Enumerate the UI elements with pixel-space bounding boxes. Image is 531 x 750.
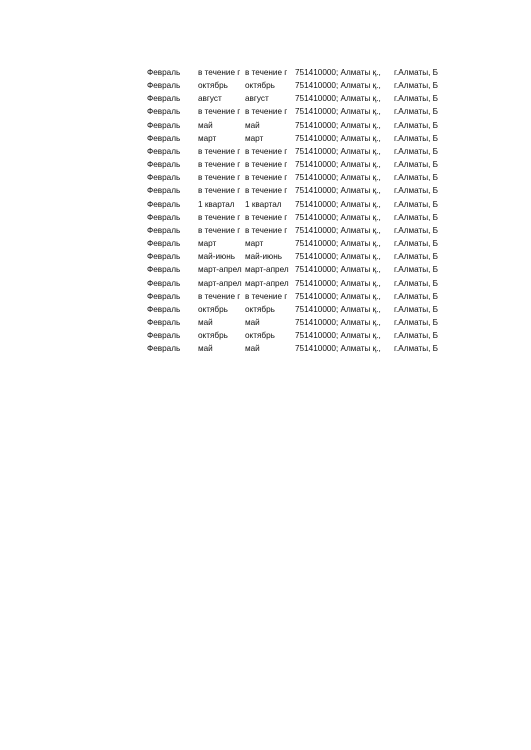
address-cell: г.Алматы, Б [394, 239, 439, 249]
table-row [147, 119, 440, 132]
address-cell: г.Алматы, Б [394, 81, 439, 91]
location-code-cell: 751410000; Алматы қ., [295, 265, 381, 275]
month-cell: Февраль [147, 120, 181, 130]
table-row [147, 342, 440, 355]
period-repeat-cell: октябрь [245, 331, 275, 341]
period-cell: в течение г [198, 225, 241, 235]
month-cell: Февраль [147, 133, 181, 143]
month-cell: Февраль [147, 107, 181, 117]
period-repeat-cell: в течение г [245, 68, 288, 77]
table-row [147, 237, 440, 250]
period-repeat-cell: в течение г [245, 160, 288, 170]
location-code-cell: 751410000; Алматы қ., [295, 133, 381, 143]
table-row [147, 263, 440, 276]
period-cell: май [198, 317, 213, 327]
month-cell: Февраль [147, 239, 181, 249]
period-repeat-cell: май [245, 317, 260, 327]
period-repeat-cell: в течение г [245, 173, 288, 183]
address-cell: г.Алматы, Б [394, 173, 439, 183]
table-row [147, 145, 440, 158]
table-row [147, 250, 440, 263]
period-cell: в течение г [198, 146, 241, 156]
period-cell: в течение г [198, 186, 241, 196]
period-cell: в течение г [198, 160, 241, 170]
month-cell: Февраль [147, 212, 181, 222]
period-cell: август [198, 94, 222, 104]
period-cell: в течение г [198, 212, 241, 222]
month-cell: Февраль [147, 278, 181, 288]
location-code-cell: 751410000; Алматы қ., [295, 252, 381, 262]
period-cell: 1 квартал [198, 199, 235, 209]
address-cell: г.Алматы, Б [394, 344, 439, 354]
location-code-cell: 751410000; Алматы қ., [295, 160, 381, 170]
table-row [147, 198, 440, 211]
period-repeat-cell: март-апрел [245, 265, 289, 275]
table-row [147, 66, 440, 79]
address-cell: г.Алматы, Б [394, 278, 439, 288]
month-cell: Февраль [147, 186, 181, 196]
month-cell: Февраль [147, 160, 181, 170]
period-cell: март-апрел [198, 278, 242, 288]
month-cell: Февраль [147, 252, 181, 262]
period-repeat-cell: в течение г [245, 107, 288, 117]
table-row [147, 105, 440, 118]
address-cell: г.Алматы, Б [394, 120, 439, 130]
period-cell: октябрь [198, 304, 228, 314]
period-cell: в течение г [198, 68, 241, 77]
location-code-cell: 751410000; Алматы қ., [295, 173, 381, 183]
month-cell: Февраль [147, 317, 181, 327]
period-repeat-cell: октябрь [245, 81, 275, 91]
period-repeat-cell: в течение г [245, 291, 288, 301]
month-cell: Февраль [147, 291, 181, 301]
location-code-cell: 751410000; Алматы қ., [295, 68, 381, 77]
period-repeat-cell: март-апрел [245, 278, 289, 288]
period-cell: март [198, 133, 217, 143]
address-cell: г.Алматы, Б [394, 146, 439, 156]
period-cell: май-июнь [198, 252, 235, 262]
location-code-cell: 751410000; Алматы қ., [295, 120, 381, 130]
table-row [147, 224, 440, 237]
location-code-cell: 751410000; Алматы қ., [295, 317, 381, 327]
address-cell: г.Алматы, Б [394, 317, 439, 327]
table-row [147, 316, 440, 329]
address-cell: г.Алматы, Б [394, 252, 439, 262]
table-row [147, 92, 440, 105]
period-repeat-cell: март [245, 133, 264, 143]
location-code-cell: 751410000; Алматы қ., [295, 291, 381, 301]
period-cell: в течение г [198, 291, 241, 301]
address-cell: г.Алматы, Б [394, 68, 439, 77]
data-table [147, 66, 440, 355]
table-row [147, 184, 440, 197]
period-cell: в течение г [198, 173, 241, 183]
address-cell: г.Алматы, Б [394, 186, 439, 196]
address-cell: г.Алматы, Б [394, 291, 439, 301]
period-repeat-cell: май [245, 120, 260, 130]
month-cell: Февраль [147, 344, 181, 354]
location-code-cell: 751410000; Алматы қ., [295, 225, 381, 235]
location-code-cell: 751410000; Алматы қ., [295, 344, 381, 354]
month-cell: Февраль [147, 331, 181, 341]
table-row [147, 132, 440, 145]
address-cell: г.Алматы, Б [394, 212, 439, 222]
period-repeat-cell: октябрь [245, 304, 275, 314]
address-cell: г.Алматы, Б [394, 199, 439, 209]
location-code-cell: 751410000; Алматы қ., [295, 146, 381, 156]
address-cell: г.Алматы, Б [394, 265, 439, 275]
location-code-cell: 751410000; Алматы қ., [295, 278, 381, 288]
table-row [147, 79, 440, 92]
period-repeat-cell: в течение г [245, 186, 288, 196]
period-cell: март [198, 239, 217, 249]
table-row [147, 329, 440, 342]
period-cell: март-апрел [198, 265, 242, 275]
address-cell: г.Алматы, Б [394, 304, 439, 314]
month-cell: Февраль [147, 94, 181, 104]
location-code-cell: 751410000; Алматы қ., [295, 186, 381, 196]
location-code-cell: 751410000; Алматы қ., [295, 212, 381, 222]
location-code-cell: 751410000; Алматы қ., [295, 94, 381, 104]
period-cell: октябрь [198, 81, 228, 91]
period-repeat-cell: август [245, 94, 269, 104]
address-cell: г.Алматы, Б [394, 331, 439, 341]
period-cell: в течение г [198, 107, 241, 117]
month-cell: Февраль [147, 225, 181, 235]
address-cell: г.Алматы, Б [394, 94, 439, 104]
location-code-cell: 751410000; Алматы қ., [295, 81, 381, 91]
location-code-cell: 751410000; Алматы қ., [295, 304, 381, 314]
period-cell: октябрь [198, 331, 228, 341]
location-code-cell: 751410000; Алматы қ., [295, 239, 381, 249]
month-cell: Февраль [147, 199, 181, 209]
table-row [147, 277, 440, 290]
address-cell: г.Алматы, Б [394, 160, 439, 170]
month-cell: Февраль [147, 146, 181, 156]
table-row [147, 171, 440, 184]
period-cell: май [198, 344, 213, 354]
month-cell: Февраль [147, 81, 181, 91]
table-body [147, 66, 440, 355]
month-cell: Февраль [147, 304, 181, 314]
table-row [147, 303, 440, 316]
period-repeat-cell: май [245, 344, 260, 354]
period-repeat-cell: в течение г [245, 146, 288, 156]
period-repeat-cell: в течение г [245, 225, 288, 235]
table-row [147, 211, 440, 224]
address-cell: г.Алматы, Б [394, 225, 439, 235]
month-cell: Февраль [147, 173, 181, 183]
month-cell: Февраль [147, 265, 181, 275]
period-repeat-cell: май-июнь [245, 252, 282, 262]
location-code-cell: 751410000; Алматы қ., [295, 331, 381, 341]
location-code-cell: 751410000; Алматы қ., [295, 107, 381, 117]
period-cell: май [198, 120, 213, 130]
month-cell: Февраль [147, 68, 181, 77]
location-code-cell: 751410000; Алматы қ., [295, 199, 381, 209]
address-cell: г.Алматы, Б [394, 133, 439, 143]
address-cell: г.Алматы, Б [394, 107, 439, 117]
table-row [147, 158, 440, 171]
period-repeat-cell: в течение г [245, 212, 288, 222]
period-repeat-cell: март [245, 239, 264, 249]
period-repeat-cell: 1 квартал [245, 199, 282, 209]
table-row [147, 290, 440, 303]
